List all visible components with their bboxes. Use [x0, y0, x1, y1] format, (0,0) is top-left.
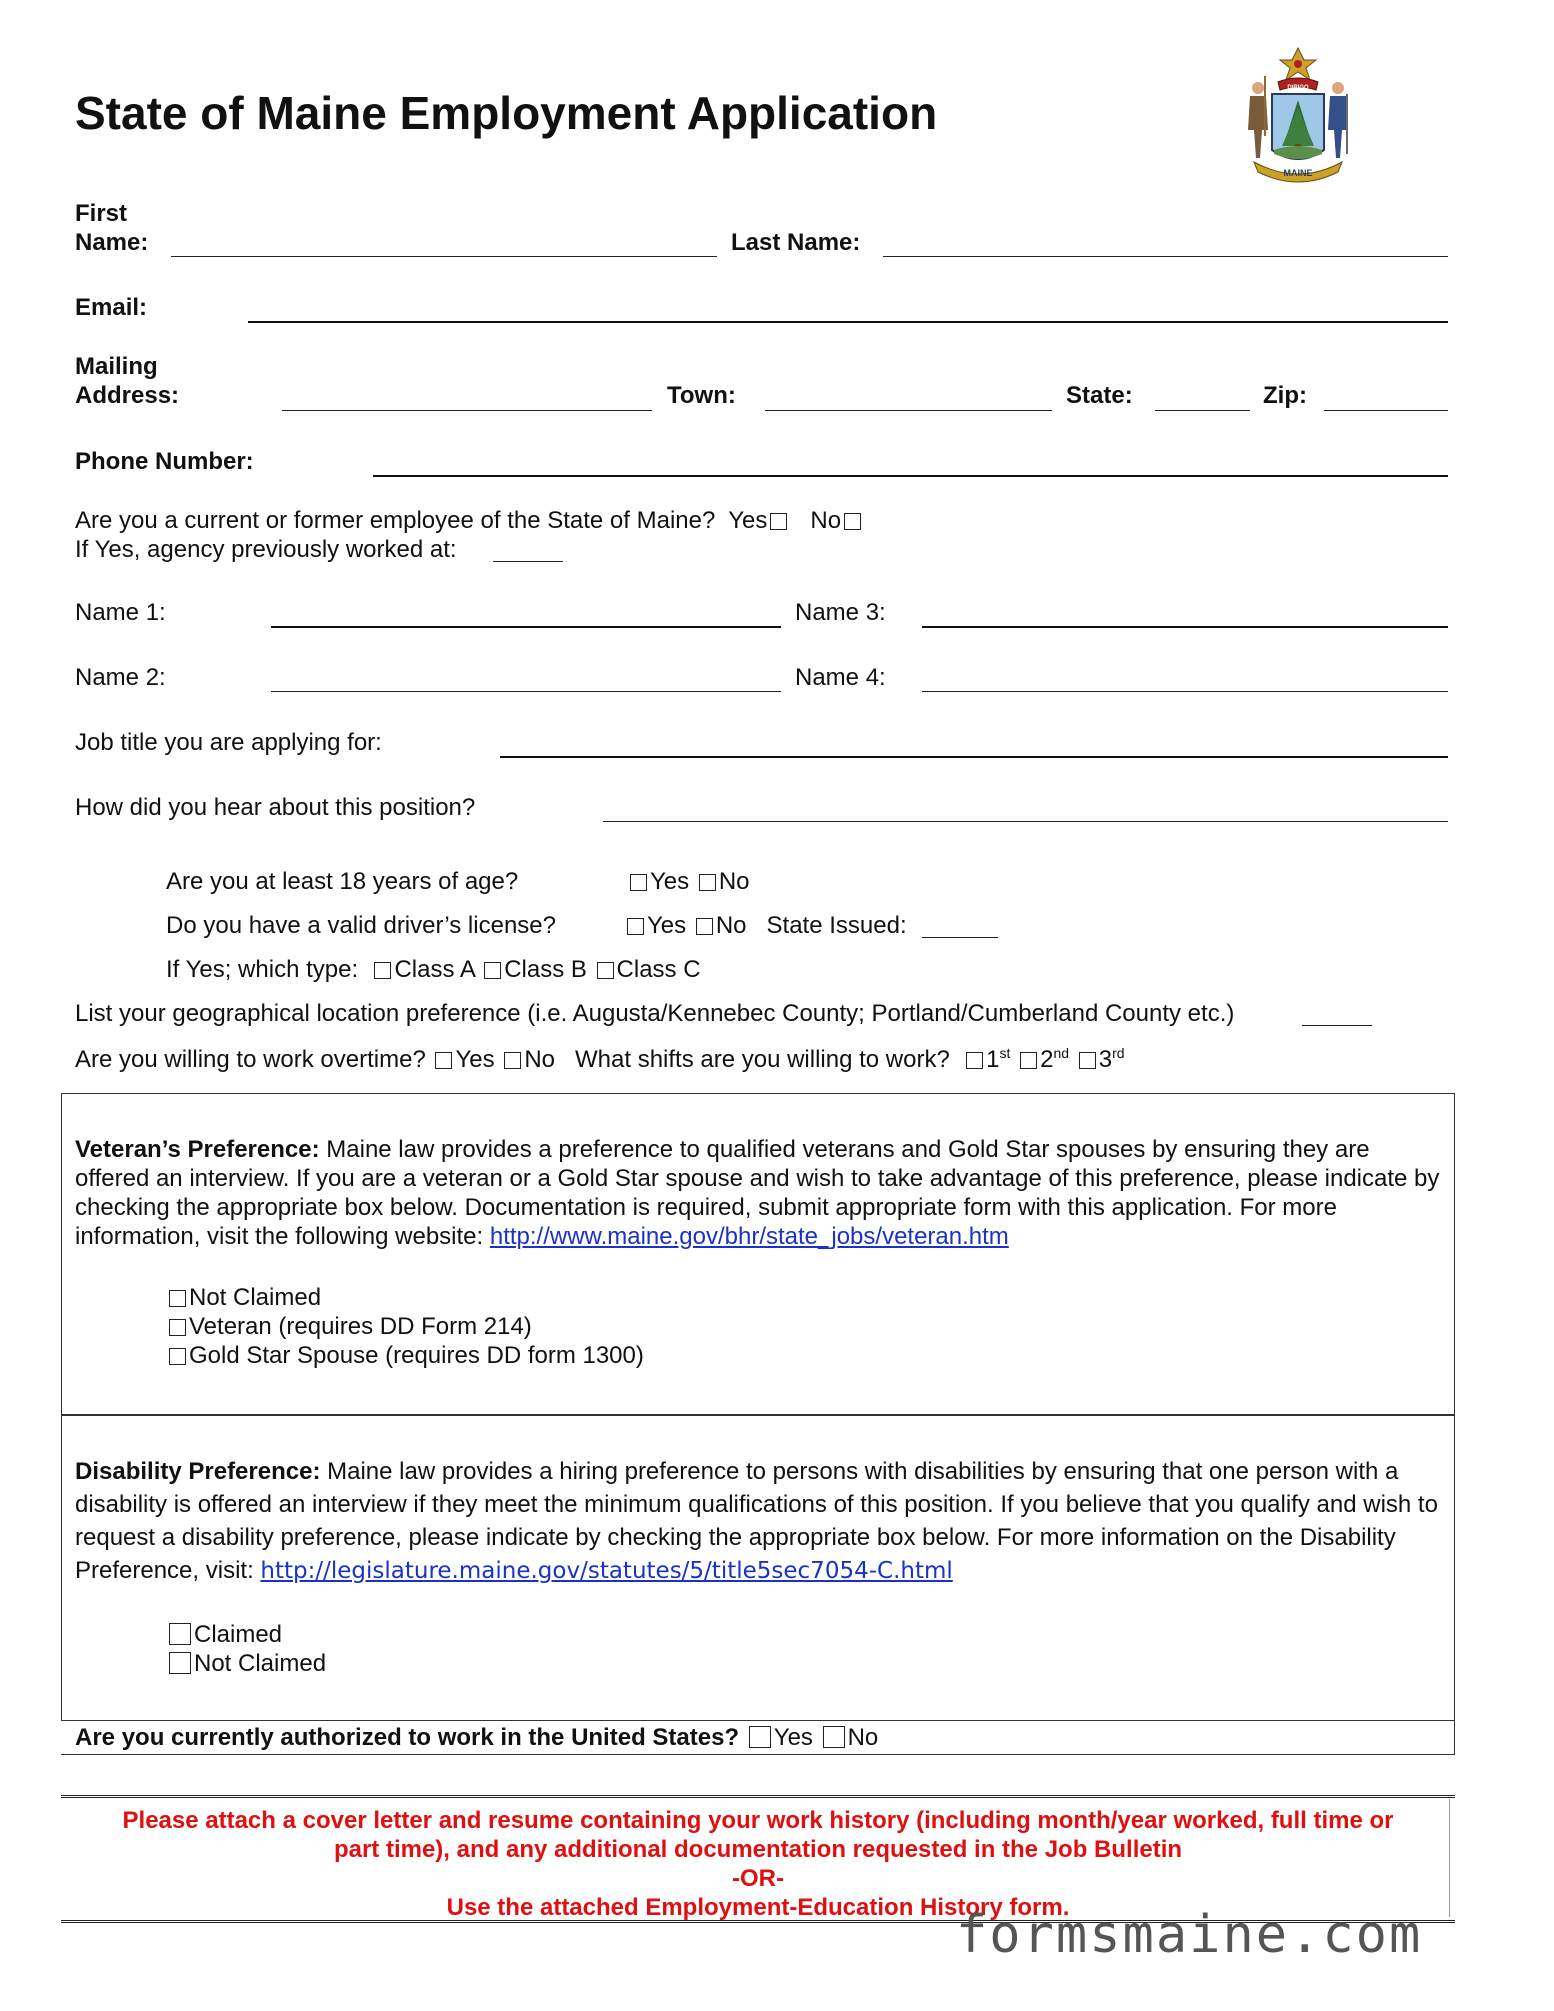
shift-3-label: 3 — [1098, 1046, 1113, 1073]
mailing-address-field[interactable] — [282, 410, 652, 411]
shift-3-checkbox[interactable] — [1079, 1052, 1096, 1069]
veteran-options — [166, 1283, 644, 1370]
license-no-checkbox[interactable] — [696, 918, 713, 935]
geo-preference-label: List your geographical location preference (i.e. Augusta/Kennebec County; Portland/Cumberland County etc.) — [75, 1000, 1235, 1027]
authorized-no-checkbox[interactable] — [823, 1726, 845, 1748]
name2-field[interactable] — [271, 691, 781, 692]
name3-label: Name 3: — [795, 599, 886, 626]
employee-question-row — [75, 507, 864, 535]
shift-1-checkbox[interactable] — [966, 1052, 983, 1069]
employee-yes-checkbox[interactable] — [770, 513, 787, 530]
town-label: Town: — [667, 382, 736, 409]
authorized-question: Are you currently authorized to work in the United States? — [75, 1724, 740, 1751]
first-name-label-line1: First — [75, 200, 128, 227]
first-name-field[interactable] — [171, 256, 717, 257]
state-issued-field[interactable] — [922, 937, 998, 938]
watermark: formsmaine.com — [956, 1905, 1423, 1965]
notice-line-1: Please attach a cover letter and resume containing your work history (including month/year worked, full time or — [122, 1807, 1394, 1834]
age-question: Are you at least 18 years of age? — [166, 868, 519, 895]
notice-line-2: part time), and any additional documentation requested in the Job Bulletin — [333, 1836, 1183, 1863]
name3-field[interactable] — [922, 626, 1448, 628]
veteran-option-gold-star[interactable] — [166, 1341, 644, 1370]
license-yes-checkbox[interactable] — [627, 918, 644, 935]
authorized-yes-label: Yes — [773, 1724, 813, 1751]
first-name-label-line2: Name: — [75, 229, 149, 256]
shift-3-sup: rd — [1112, 1045, 1125, 1061]
class-a-checkbox[interactable] — [374, 962, 391, 979]
veteran-option-veteran[interactable] — [166, 1312, 644, 1341]
last-name-field[interactable] — [883, 256, 1448, 257]
seal-banner-text: MAINE — [1283, 168, 1313, 178]
disability-option-not-claimed[interactable] — [166, 1649, 326, 1678]
class-c-label: Class C — [616, 956, 701, 983]
state-label: State: — [1066, 382, 1133, 409]
license-no-label: No — [715, 912, 747, 939]
disability-preference-text — [75, 1455, 1445, 1588]
age-yes-label: Yes — [650, 868, 690, 895]
disability-heading: Disability Preference: — [75, 1458, 321, 1485]
disability-not-claimed-checkbox[interactable] — [169, 1652, 191, 1674]
hear-field[interactable] — [603, 821, 1448, 822]
disability-claimed-label: Claimed — [194, 1621, 283, 1648]
overtime-row — [75, 1045, 1125, 1074]
license-yes-label: Yes — [647, 912, 687, 939]
hear-label: How did you hear about this position? — [75, 794, 476, 821]
zip-field[interactable] — [1324, 410, 1448, 411]
page-title: State of Maine Employment Application — [75, 87, 938, 139]
disability-link[interactable]: http://legislature.maine.gov/statutes/5/title5sec7054-C.html — [260, 1558, 953, 1584]
class-b-checkbox[interactable] — [484, 962, 501, 979]
veteran-veteran-checkbox[interactable] — [169, 1319, 186, 1336]
email-field[interactable] — [248, 321, 1448, 323]
veteran-option-not-claimed[interactable] — [166, 1283, 644, 1312]
age-yes-checkbox[interactable] — [630, 874, 647, 891]
phone-field[interactable] — [373, 475, 1448, 477]
veteran-preference-text — [75, 1135, 1445, 1251]
authorized-yes-checkbox[interactable] — [749, 1726, 771, 1748]
overtime-no-checkbox[interactable] — [504, 1052, 521, 1069]
disability-not-claimed-label: Not Claimed — [194, 1650, 327, 1677]
overtime-yes-label: Yes — [455, 1046, 495, 1073]
shift-1-sup: st — [999, 1045, 1011, 1061]
authorized-no-label: No — [847, 1724, 879, 1751]
authorized-row — [75, 1723, 878, 1752]
license-type-label: If Yes; which type: — [166, 956, 359, 983]
class-a-label: Class A — [394, 956, 475, 983]
veteran-gold-star-checkbox[interactable] — [169, 1348, 186, 1365]
job-title-label: Job title you are applying for: — [75, 729, 382, 756]
geo-preference-field[interactable] — [1302, 1025, 1372, 1026]
maine-seal-logo — [1238, 46, 1358, 186]
overtime-question: Are you willing to work overtime? — [75, 1046, 426, 1073]
state-field[interactable] — [1155, 410, 1250, 411]
name2-label: Name 2: — [75, 664, 166, 691]
disability-option-claimed[interactable] — [166, 1620, 326, 1649]
shift-1-label: 1 — [986, 1046, 1000, 1073]
shifts-question: What shifts are you willing to work? — [575, 1046, 950, 1073]
mailing-label-line1: Mailing — [75, 353, 158, 380]
shift-2-label: 2 — [1040, 1046, 1054, 1073]
veteran-veteran-label: Veteran (requires DD Form 214) — [189, 1313, 532, 1340]
agency-label: If Yes, agency previously worked at: — [75, 536, 457, 563]
mailing-label-line2: Address: — [75, 382, 180, 409]
agency-field[interactable] — [493, 561, 563, 562]
class-c-checkbox[interactable] — [597, 962, 614, 979]
age-no-label: No — [718, 868, 750, 895]
veteran-link[interactable]: http://www.maine.gov/bhr/state_jobs/veteran.htm — [489, 1223, 1009, 1250]
age-options — [627, 868, 750, 896]
license-options — [624, 912, 907, 940]
email-label: Email: — [75, 294, 148, 321]
employee-yes-label: Yes — [728, 507, 768, 534]
disability-options — [166, 1620, 326, 1678]
veteran-gold-star-label: Gold Star Spouse (requires DD form 1300) — [189, 1342, 644, 1369]
state-issued-label: State Issued: — [766, 912, 907, 939]
notice-line-4: Use the attached Employment-Education History form. — [446, 1894, 1070, 1921]
notice-line-3: -OR- — [732, 1865, 784, 1892]
phone-label: Phone Number: — [75, 448, 254, 475]
veteran-not-claimed-label: Not Claimed — [189, 1284, 322, 1311]
employee-question: Are you a current or former employee of the State of Maine? — [75, 507, 716, 534]
overtime-yes-checkbox[interactable] — [435, 1052, 452, 1069]
name1-field[interactable] — [271, 626, 781, 628]
notice-top-rule — [61, 1795, 1455, 1798]
overtime-no-label: No — [524, 1046, 555, 1073]
employee-no-checkbox[interactable] — [844, 513, 861, 530]
license-question: Do you have a valid driver’s license? — [166, 912, 556, 939]
shift-2-checkbox[interactable] — [1020, 1052, 1037, 1069]
town-field[interactable] — [765, 410, 1052, 411]
name4-field[interactable] — [922, 691, 1448, 692]
license-type-row — [166, 956, 701, 984]
employee-no-label: No — [810, 507, 842, 534]
age-no-checkbox[interactable] — [699, 874, 716, 891]
shift-2-sup: nd — [1053, 1045, 1070, 1061]
job-title-field[interactable] — [500, 756, 1448, 758]
disability-claimed-checkbox[interactable] — [169, 1623, 191, 1645]
disability-body: Maine law provides a hiring preference to persons with disabilities by ensuring that one person with a disability is offered an interview if they meet the minimum qualifications of this position. If you believe that you qualify and wish to request a disability preference, please indicate by checking the appropriate box below. For more information on the Disability Preference, visit: — [75, 1458, 1438, 1584]
class-b-label: Class B — [504, 956, 587, 983]
last-name-label: Last Name: — [731, 229, 861, 256]
veteran-heading: Veteran’s Preference: — [75, 1136, 320, 1163]
seal-motto-text: DIRIGO — [1287, 85, 1309, 91]
name1-label: Name 1: — [75, 599, 166, 626]
veteran-body: Maine law provides a preference to qualified veterans and Gold Star spouses by ensuring they are offered an interview. If you are a veteran or a Gold Star spouse and wish to take advantage of this preference, please indicate by checking the appropriate box below. Documentation is required, submit appropriate form with this application. For more information, visit the following website: — [75, 1136, 1440, 1250]
name4-label: Name 4: — [795, 664, 886, 691]
veteran-not-claimed-checkbox[interactable] — [169, 1290, 186, 1307]
zip-label: Zip: — [1263, 382, 1307, 409]
